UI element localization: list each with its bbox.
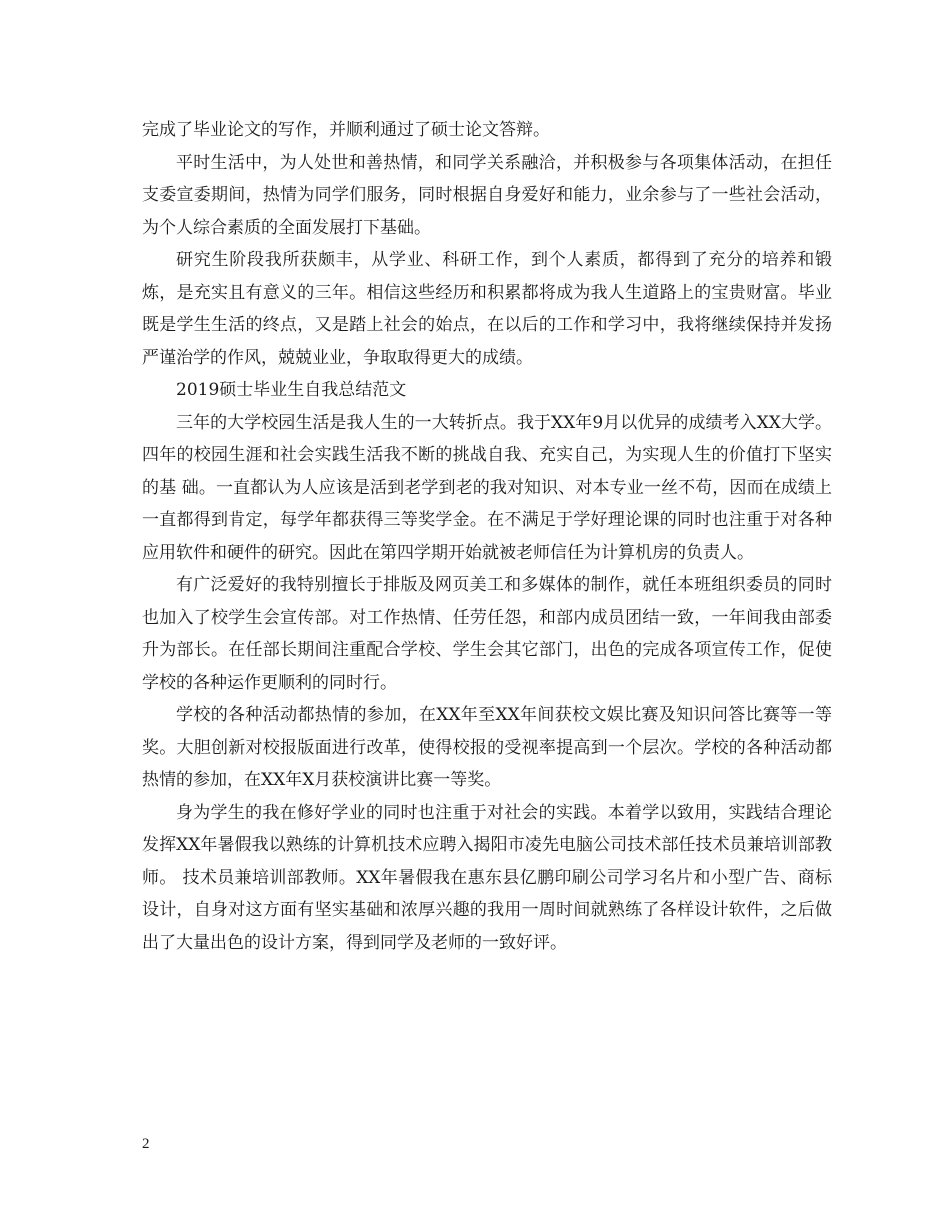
paragraph-2: 平时生活中，为人处世和善热情，和同学关系融洽，并积极参与各项集体活动，在担任支委宣委期间，热情为同学们服务，同时根据自身爱好和能力，业余参与了一些社会活动，为个人综合素质的全面发展打下基础。 [142, 152, 832, 238]
section-heading: 2019硕士毕业生自我总结范文 [176, 380, 407, 400]
paragraph-4: 三年的大学校园生活是我人生的一大转折点。我于XX年9月以优异的成绩考入XX大学。四年的校园生涯和社会实践生活我不断的挑战自我、充实自己，为实现人生的价值打下坚实的基 础。一直都认为人应该是活到老学到老的我对知识、对本专业一丝不苟，因而在成绩上一直都得到肯定，每学年都获得三等奖学金。在不满足于学好理论课的同时也注重于对各种应用软件和硬件的研究。因此在第四学期开始就被老师信任为计算机房的负责人。 [142, 412, 832, 563]
paragraph-7: 身为学生的我在修好学业的同时也注重于对社会的实践。本着学以致用，实践结合理论发挥XX年暑假我以熟练的计算机技术应聘入揭阳市凌先电脑公司技术部任技术员兼培训部教师。 技术员兼培训部教师。XX年暑假我在惠东县亿鹏印刷公司学习名片和小型广告、商标设计，自身对这方面有坚实基础和浓厚兴趣的我用一周时间就熟练了各样设计软件，之后做出了大量出色的设计方案，得到同学及老师的一致好评。 [142, 802, 832, 953]
paragraph-1: 完成了毕业论文的写作，并顺利通过了硕士论文答辩。 [142, 120, 550, 140]
document-body [142, 114, 832, 959]
paragraph-6: 学校的各种活动都热情的参加，在XX年至XX年间获校文娱比赛及知识问答比赛等一等奖。大胆创新对校报版面进行改革，使得校报的受视率提高到一个层次。学校的各种活动都热情的参加，在XX年X月获校演讲比赛一等奖。 [142, 705, 832, 790]
paragraph-3: 研究生阶段我所获颇丰，从学业、科研工作，到个人素质，都得到了充分的培养和锻炼，是充实且有意义的三年。相信这些经历和积累都将成为我人生道路上的宝贵财富。毕业既是学生生活的终点，又是踏上社会的始点，在以后的工作和学习中，我将继续保持并发扬严谨治学的作风，兢兢业业，争取取得更大的成绩。 [142, 250, 832, 368]
paragraph-5: 有广泛爱好的我特别擅长于排版及网页美工和多媒体的制作，就任本班组织委员的同时也加入了校学生会宣传部。对工作热情、任劳任怨，和部内成员团结一致，一年间我由部委升为部长。在任部长期间注重配合学校、学生会其它部门，出色的完成各项宣传工作，促使学校的各种运作更顺利的同时行。 [142, 575, 832, 693]
page-number: 2 [142, 1136, 150, 1152]
